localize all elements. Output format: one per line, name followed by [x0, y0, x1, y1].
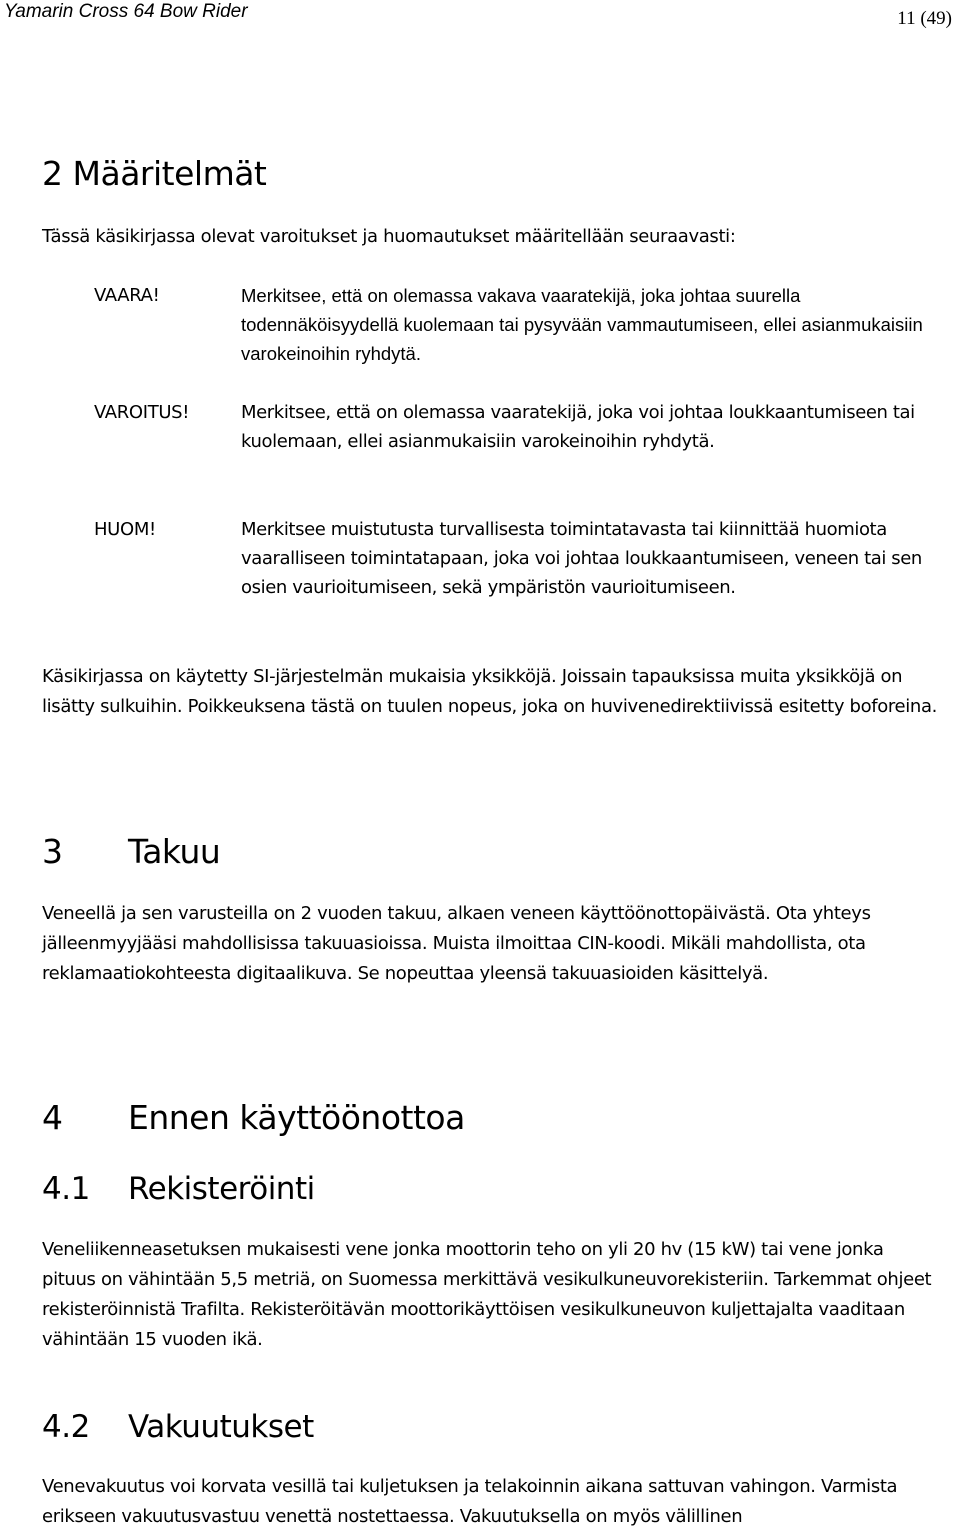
section-3-number: 3 [42, 832, 63, 871]
definitions-intro: Tässä käsikirjassa olevat varoitukset ja huomautukset määritellään seuraavasti: [42, 226, 736, 247]
section-4-number: 4 [42, 1098, 63, 1137]
section-3-heading [42, 832, 220, 872]
section-2-number: 2 [42, 154, 63, 193]
subsection-4-2-heading [42, 1408, 314, 1446]
term-note: HUOM! [94, 519, 156, 540]
insurance-paragraph: Venevakuutus voi korvata vesillä tai kuljetuksen ja telakoinnin aikana sattuvan vahingon. Varmista erikseen vakuutusvastuu venettä nostettaessa. Vakuutuksella on myös välillinen [42, 1476, 898, 1527]
page-number: 11 (49) [897, 8, 952, 29]
subsection-4-2-number: 4.2 [42, 1409, 90, 1445]
section-4-title: Ennen käyttöönottoa [128, 1098, 465, 1137]
section-4-heading [42, 1098, 465, 1138]
term-warning: VAROITUS! [94, 402, 190, 423]
term-danger: VAARA! [94, 285, 160, 306]
warranty-paragraph: Veneellä ja sen varusteilla on 2 vuoden takuu, alkaen veneen käyttöönottopäivästä. Ota yhteys jälleenmyyjääsi mahdollisissa takuuasioissa. Muista ilmoittaa CIN-koodi. Mikäli mahdollista, ota reklamaatiokohteesta digitaalikuva. Se nopeuttaa yleensä takuuasioiden käsittelyä. [42, 903, 871, 984]
section-2-title: Määritelmät [72, 154, 267, 193]
definition-danger: Merkitsee, että on olemassa vakava vaaratekijä, joka johtaa suurella todennäköisyydellä kuolemaan tai pysyvään vammautumiseen, ellei asianmukaisiin varokeinoihin ryhdytä. [241, 285, 923, 364]
running-header-title: Yamarin Cross 64 Bow Rider [4, 1, 248, 22]
definition-note: Merkitsee muistutusta turvallisesta toimintatavasta tai kiinnittää huomiota vaaralliseen toimintatapaan, joka voi johtaa loukkaantumiseen, veneen tai sen osien vaurioitumiseen, sekä ympäristön vaurioitumiseen. [241, 519, 922, 598]
section-2-heading [42, 154, 266, 194]
subsection-4-1-number: 4.1 [42, 1171, 90, 1207]
registration-paragraph: Veneliikenneasetuksen mukaisesti vene jonka moottorin teho on yli 20 hv (15 kW) tai vene jonka pituus on vähintään 5,5 metriä, on Suomessa merkittävä vesikulkuneuvorekisteriin. Tarkemmat ohjeet rekisteröinnistä Trafilta. Rekisteröitävän moottorikäyttöisen vesikulkuneuvon kuljettajalta vaaditaan vähintään 15 vuoden ikä. [42, 1239, 932, 1350]
definition-warning: Merkitsee, että on olemassa vaaratekijä, joka voi johtaa loukkaantumiseen tai kuolemaan, ellei asianmukaisiin varokeinoihin ryhdytä. [241, 402, 915, 452]
section-3-title: Takuu [128, 832, 221, 871]
subsection-4-2-title: Vakuutukset [128, 1409, 314, 1445]
subsection-4-1-title: Rekisteröinti [128, 1171, 315, 1207]
units-paragraph: Käsikirjassa on käytetty SI-järjestelmän mukaisia yksikköjä. Joissain tapauksissa muita yksikköjä on lisätty sulkuihin. Poikkeuksena tästä on tuulen nopeus, joka on huvivenedirektiivissä esitetty boforeina. [42, 666, 938, 717]
subsection-4-1-heading [42, 1170, 315, 1208]
